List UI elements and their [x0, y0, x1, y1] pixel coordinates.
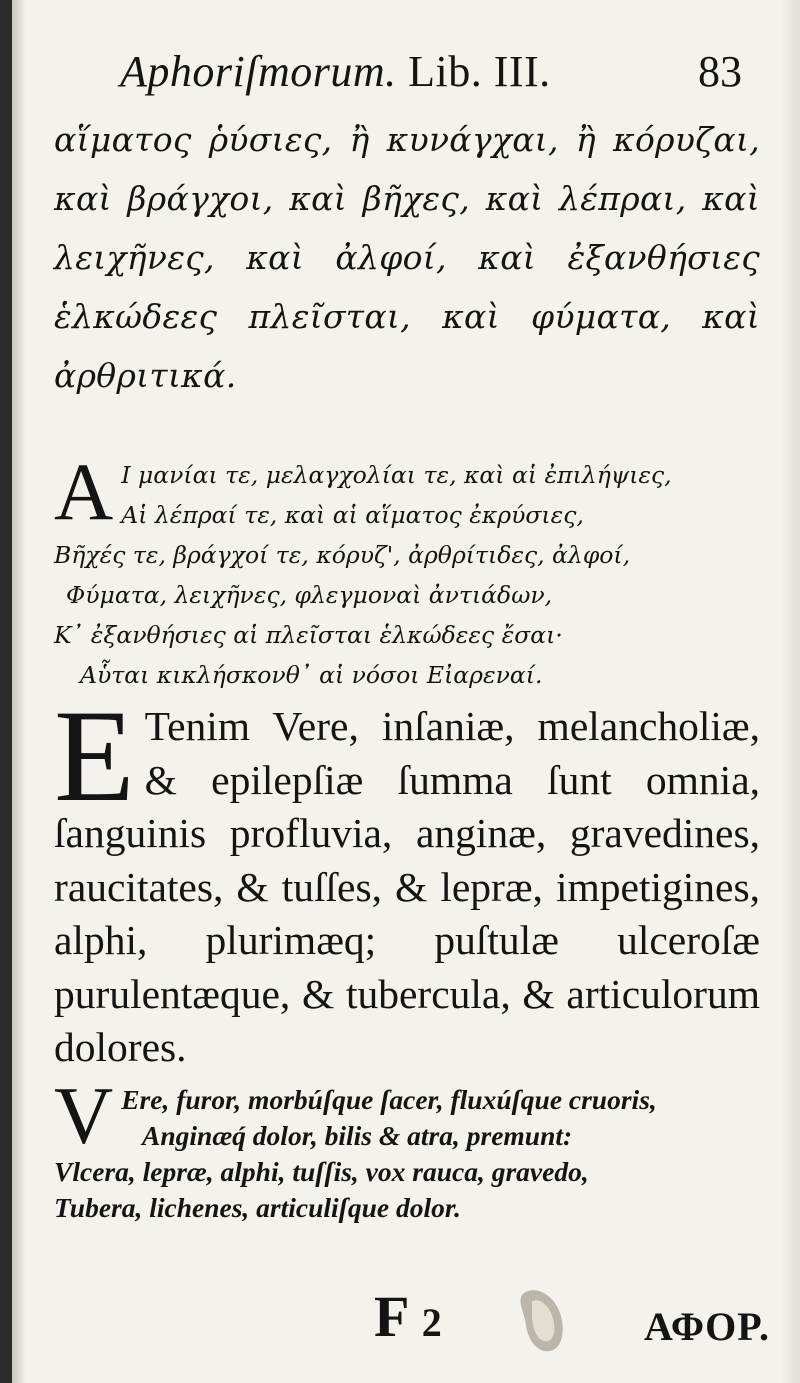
- latin-verse-line: Vlcera, lepræ, alphi, tuſſis, vox rauca, gravedo,: [54, 1156, 589, 1187]
- greek-verse-line: Αὗται κικλήσκονθ᾽ αἱ νόσοι Εἰαρεναί.: [80, 661, 543, 689]
- running-head-book: Lib. III.: [408, 47, 551, 96]
- latin-prose-text: Tenim Vere, inſaniæ, melancholiæ, & epilepſiæ ſumma ſunt omnia, ſanguinis profluvia, anginæ, gravedines, raucitates, & tuſſes, & lepræ, impetigines, alphi, plurimæq; puſtulæ ulceroſæ purulentæque, & tubercula, & articulorum dolores.: [54, 703, 760, 1070]
- latin-verse-initial: V: [54, 1070, 114, 1161]
- greek-verse-line: Ι μανίαι τε, μελαγχολίαι τε, καὶ αἱ ἐπιλήψιες,: [121, 461, 672, 489]
- book-page: [12, 0, 800, 1383]
- latin-verse-line: Ere, furor, morbúſque ſacer, fluxúſque cruoris,: [121, 1084, 657, 1115]
- latin-verse-line: Tubera, lichenes, articuliſque dolor.: [54, 1192, 461, 1223]
- page-number: 83: [698, 47, 742, 96]
- greek-verse-line: Αἱ λέπραί τε, καὶ αἱ αἵματος ἐκρύσιες,: [121, 501, 584, 529]
- greek-verse-line: Κ᾽ ἐξανθήσιες αἱ πλεῖσται ἑλκώδεες ἔσαι·: [54, 621, 563, 649]
- greek-verse-block: [54, 446, 752, 695]
- latin-verse-block: [54, 1070, 760, 1226]
- greek-verse-initial: A: [54, 446, 114, 537]
- page-footer: [12, 1283, 800, 1363]
- signature-mark: [374, 1283, 442, 1350]
- greek-prose-paragraph: αἵματος ῥύσιες, ἢ κυνάγχαι, ἢ κόρυζαι, καὶ βράγχοι, καὶ βῆχες, καὶ λέπραι, καὶ λειχῆνες, καὶ ἀλφοί, καὶ ἐξανθήσιες ἑλκώδεες πλεῖσται, καὶ φύματα, καὶ ἀρθριτικά.: [54, 120, 760, 395]
- running-head-title: Aphoriſmorum.: [120, 47, 397, 96]
- signature-number: 2: [421, 1300, 442, 1345]
- running-head: [120, 46, 551, 97]
- latin-verse-line: Anginæq́ dolor, bilis & atra, premunt:: [142, 1120, 573, 1151]
- signature-letter: F: [374, 1284, 408, 1349]
- spine-shadow: [780, 0, 800, 1383]
- catchword: ΑΦΟΡ.: [643, 1304, 770, 1349]
- latin-prose-initial: E: [54, 682, 135, 829]
- page-edge-shadow: [12, 0, 26, 1383]
- page-header: [120, 46, 742, 108]
- paper-stain: [514, 1285, 570, 1355]
- greek-verse-line: Βῆχές τε, βράγχοί τε, κόρυζ', ἀρθρίτιδες, ἀλφοί,: [54, 541, 631, 569]
- greek-verse-line: Φύματα, λειχῆνες, φλεγμοναὶ ἀντιάδων,: [66, 581, 553, 609]
- latin-prose-paragraph: [54, 682, 760, 1075]
